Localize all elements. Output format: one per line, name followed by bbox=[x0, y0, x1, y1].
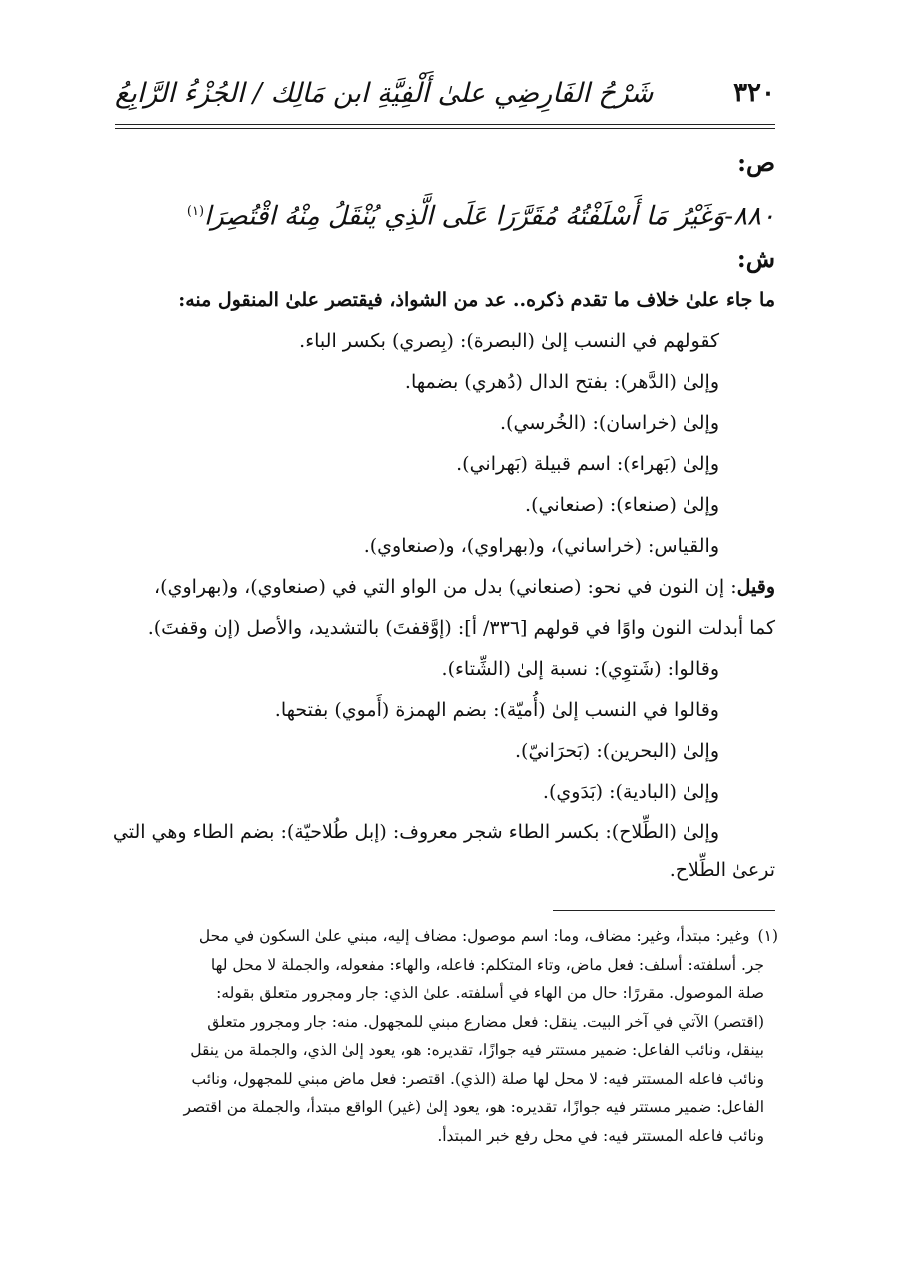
text-line: كقولهم في النسب إلىٰ (البصرة): (بِصري) بكسر الباء. bbox=[299, 330, 719, 352]
text-line: والقياس: (خراساني)، و(بهراوي)، و(صنعاوي). bbox=[363, 535, 719, 557]
footnote-text: وغير: مبتدأ، وغير: مضاف، وما: اسم موصول: مضاف إليه، مبني علىٰ السكون في محل bbox=[198, 927, 750, 945]
running-header bbox=[115, 72, 775, 122]
footnotes bbox=[118, 922, 778, 1150]
qila-rest: : إن النون في نحو: (صنعاني) بدل من الواو التي في (صنعاوي)، و(بهراوي)، bbox=[154, 576, 737, 598]
footnote-ref[interactable]: (١) bbox=[186, 204, 205, 219]
text-line: وإلىٰ (البادية): (بَدَوي). bbox=[542, 781, 719, 803]
footnote-line: ونائب فاعله المستتر فيه: في محل رفع خبر المبتدأ. bbox=[437, 1126, 764, 1145]
text-line: وإلىٰ (خراسان): (الخُرسي). bbox=[500, 412, 719, 434]
footnote-line: الفاعل: ضمير مستتر فيه جوازًا، تقديره: هو، يعود إلىٰ (غير) الواقع مبتدأ، والجملة من اقتصر bbox=[183, 1098, 764, 1116]
intro-line: ما جاء علىٰ خلاف ما تقدم ذكره.. عد من الشواذ، فيقتصر علىٰ المنقول منه: bbox=[178, 289, 775, 311]
text-line: وإلىٰ (الدَّهر): بفتح الدال (دُهري) بضمها. bbox=[404, 371, 719, 393]
footnote-line: ونائب فاعله المستتر فيه: لا محل لها صلة (الذي). اقتصر: فعل ماض مبني للمجهول، ونائب bbox=[191, 1069, 764, 1088]
text-line: وقالوا في النسب إلىٰ (أُميّة): بضم الهمزة (أَموي) بفتحها. bbox=[274, 699, 719, 721]
text-line: وإلىٰ (الطِّلاح): بكسر الطاء شجر معروف: (إبل طُلاحيّة): بضم الطاء وهي التي bbox=[112, 821, 719, 843]
text-line: وإلىٰ (بَهراء): اسم قبيلة (بَهراني). bbox=[456, 453, 719, 475]
text-line: وقالوا: (شَتوِي): نسبة إلىٰ (الشِّتاء). bbox=[441, 658, 719, 680]
verse-text: ٨٨٠-وَغَيْرُ مَا أَسْلَفْتُهُ مُقَرَّرَا عَلَى الَّذِي يُنْقَلُ مِنْهُ اقْتُصِرَا bbox=[204, 201, 775, 232]
page-number: ٣٢٠ bbox=[733, 78, 775, 108]
text-line: وإلىٰ (صنعاء): (صنعاني). bbox=[525, 494, 719, 516]
footnote-line bbox=[118, 922, 778, 951]
qila-lead: وقيل bbox=[736, 576, 775, 598]
header-rule-thin bbox=[115, 128, 775, 129]
label-shin: ش: bbox=[736, 244, 775, 273]
text-line: كما أبدلت النون واوًا في قولهم [٣٣٦/ أ]: (إوَّقفتَ) بالتشديد، والأصل (إن وقفتَ). bbox=[147, 617, 775, 639]
label-sad: ص: bbox=[737, 148, 775, 177]
header-rule bbox=[115, 124, 775, 125]
text-line: وإلىٰ (البحرين): (بَحرَانيّ). bbox=[515, 740, 719, 762]
running-title: شَرْحُ الفَارِضِي علىٰ أَلْفِيَّةِ ابن مَالِك / الجُزْءُ الرَّابِعُ bbox=[115, 78, 654, 109]
footnote-separator bbox=[553, 910, 775, 911]
verse-line bbox=[118, 186, 775, 238]
footnote-line: (اقتصر) الآتي في آخر البيت. ينقل: فعل مضارع مبني للمجهول. منه: جار ومجرور متعلق bbox=[207, 1012, 764, 1031]
footnote-number: (١) bbox=[757, 927, 778, 945]
footnote-line: صلة الموصول. مقررًا: حال من الهاء في أسلفته. علىٰ الذي: جار ومجرور متعلق بقوله: bbox=[216, 984, 764, 1002]
footnote-line: جر. أسلفته: أسلف: فعل ماض، وتاء المتكلم: فاعله، والهاء: مفعوله، والجملة لا محل لها bbox=[210, 955, 764, 974]
text-line: ترعىٰ الطِّلاح. bbox=[669, 859, 775, 881]
main-text bbox=[112, 140, 775, 889]
footnote-line: بينقل، ونائب الفاعل: ضمير مستتر فيه جوازًا، تقديره: هو، يعود إلىٰ الذي، والجملة من ينقل bbox=[190, 1041, 764, 1059]
text-line bbox=[118, 567, 775, 608]
